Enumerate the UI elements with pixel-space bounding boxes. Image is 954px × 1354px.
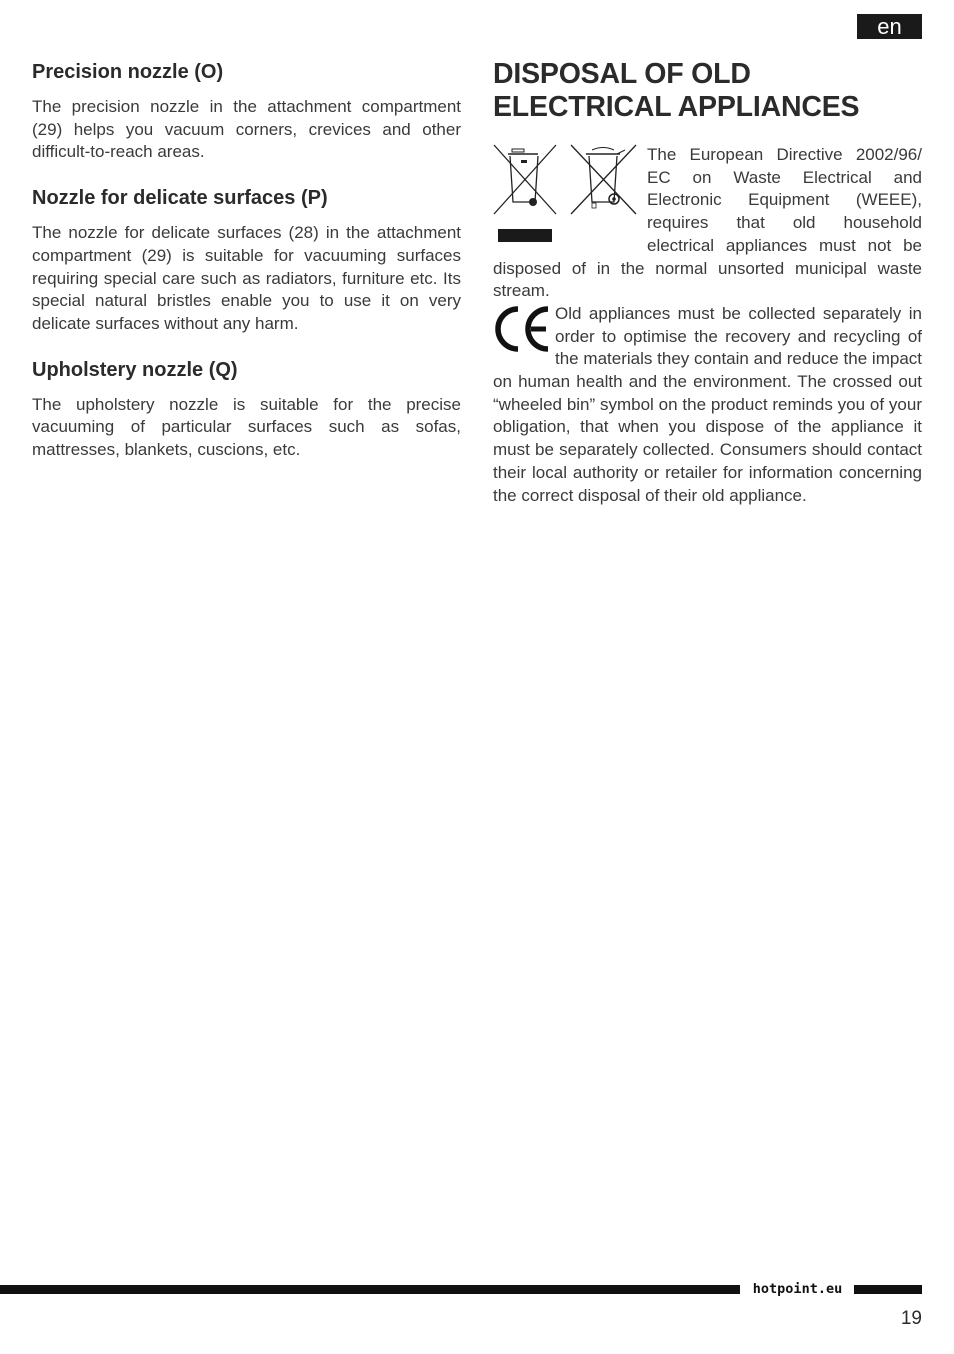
language-badge: en [857, 14, 922, 39]
section-title: Precision nozzle (O) [32, 61, 224, 83]
weee-icons [493, 144, 641, 244]
ce-mark-icon [493, 305, 553, 355]
right-column [493, 58, 922, 507]
page-number: 19 [900, 1308, 922, 1329]
collection-paragraph: Old appliances must be collected separately in order to optimise the recovery and recycling of the materials they contain and reduce the impact on human health and the environment. The crossed out “wheeled bin” symbol on the product reminds you of your obligation, that when you dispose of the appliance it must be separately collected. Consumers should contact their local authority or retailer for information concerning the correct disposal of their old appliance. [493, 303, 922, 505]
section-text: The upholstery nozzle is suitable for the precise vacuuming of particular surfaces such as sofas, mattresses, blankets, cuscions, etc. [32, 394, 461, 460]
section-upholstery-nozzle [32, 356, 461, 462]
section-delicate-surfaces-nozzle [32, 184, 461, 336]
section-text: The nozzle for delicate surfaces (28) in the attachment compartment (29) is suitable for vacuuming surfaces requiring special care such as radiators, furniture etc. Its special natural bristles enable you to use it on very delicate surfaces without any harm. [32, 223, 461, 333]
section-title: Upholstery nozzle (Q) [32, 358, 238, 381]
left-column [32, 58, 461, 482]
footer-site: hotpoint.eu [752, 1281, 843, 1297]
section-title: Nozzle for delicate surfaces (P) [32, 187, 328, 210]
disposal-title: DISPOSAL OF OLD ELECTRICAL APPLIANCES [493, 58, 860, 123]
ce-mark [493, 303, 553, 353]
weee-bin-alt-icon [570, 144, 640, 219]
footer-bar-right [854, 1285, 922, 1294]
footer-bar-left [0, 1285, 740, 1294]
weee-block [493, 144, 922, 507]
section-text: The precision nozzle in the attachment compartment (29) helps you vacuum corners, crevices and other difficult-to-reach areas. [32, 97, 461, 162]
section-precision-nozzle [32, 58, 461, 164]
weee-bin-icon [493, 144, 559, 244]
directive-paragraph: The European Directive 2002/96/ EC on Waste Electrical and Electronic Equipment (WEEE), requires that old household electrical appliances must not be disposed of in the normal unsorted municipal waste stream. [493, 145, 922, 301]
